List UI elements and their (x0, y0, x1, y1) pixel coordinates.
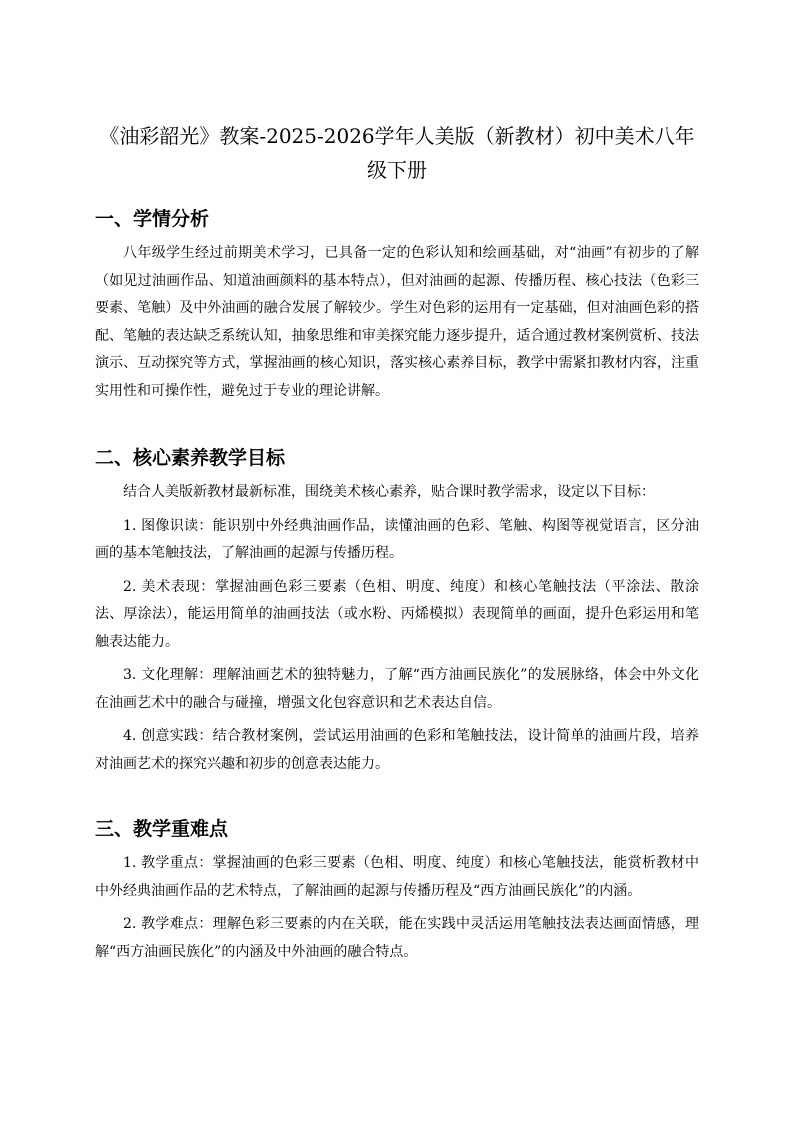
section-body (95, 850, 699, 966)
section-teaching-objectives (95, 444, 699, 778)
objective-item: 4. 创意实践：结合教材案例，尝试运用油画的色彩和笔触技法，设计简单的油画片段，培养对油画艺术的探究兴趣和初步的创意表达能力。 (95, 728, 699, 772)
key-point-item: 2. 教学难点：理解色彩三要素的内在关联，能在实践中灵活运用笔触技法表达画面情感，理解“西方油画民族化”的内涵及中外油画的融合特点。 (95, 916, 699, 960)
objective-item: 3. 文化理解：理解油画艺术的独特魅力，了解“西方油画民族化”的发展脉络，体会中外文化在油画艺术中的融合与碰撞，增强文化包容意识和艺术表达自信。 (95, 667, 699, 711)
section-paragraph: 八年级学生经过前期美术学习，已具备一定的色彩认知和绘画基础，对“油画”有初步的了解（如见过油画作品、知道油画颜料的基本特点），但对油画的起源、传播历程、核心技法（色彩三要素、笔触）及中外油画的融合发展了解较少。学生对色彩的运用有一定基础，但对油画色彩的搭配、笔触的表达缺乏系统认知，抽象思维和审美探究能力逐步提升，适合通过教材案例赏析、技法演示、互动探究等方式，掌握油画的核心知识，落实核心素养目标，教学中需紧扣教材内容，注重实用性和可操作性，避免过于专业的理论讲解。 (95, 245, 699, 399)
section-body (95, 240, 699, 405)
section-heading: 二、核心素养教学目标 (95, 447, 286, 469)
objective-item: 1. 图像识读：能识别中外经典油画作品，读懂油画的色彩、笔触、构图等视觉语言，区分油画的基本笔触技法，了解油画的起源与传播历程。 (95, 517, 699, 561)
section-heading: 三、教学重难点 (95, 818, 229, 840)
section-body (95, 479, 699, 778)
section-learner-analysis (95, 205, 699, 405)
key-point-item: 1. 教学重点：掌握油画的色彩三要素（色相、明度、纯度）和核心笔触技法，能赏析教材中中外经典油画作品的艺术特点，了解油画的起源与传播历程及“西方油画民族化”的内涵。 (95, 855, 699, 899)
section-heading: 一、学情分析 (95, 208, 210, 230)
section-key-points (95, 815, 699, 966)
objective-item: 2. 美术表现：掌握油画色彩三要素（色相、明度、纯度）和核心笔触技法（平涂法、散涂法、厚涂法），能运用简单的油画技法（或水粉、丙烯模拟）表现简单的画面，提升色彩运用和笔触表达能力。 (95, 578, 699, 650)
section-paragraph: 结合人美版新教材最新标准，围绕美术核心素养，贴合课时教学需求，设定以下目标： (123, 484, 655, 500)
document-title: 《油彩韶光》教案-2025-2026学年人美版（新教材）初中美术八年级下册 (99, 124, 695, 182)
